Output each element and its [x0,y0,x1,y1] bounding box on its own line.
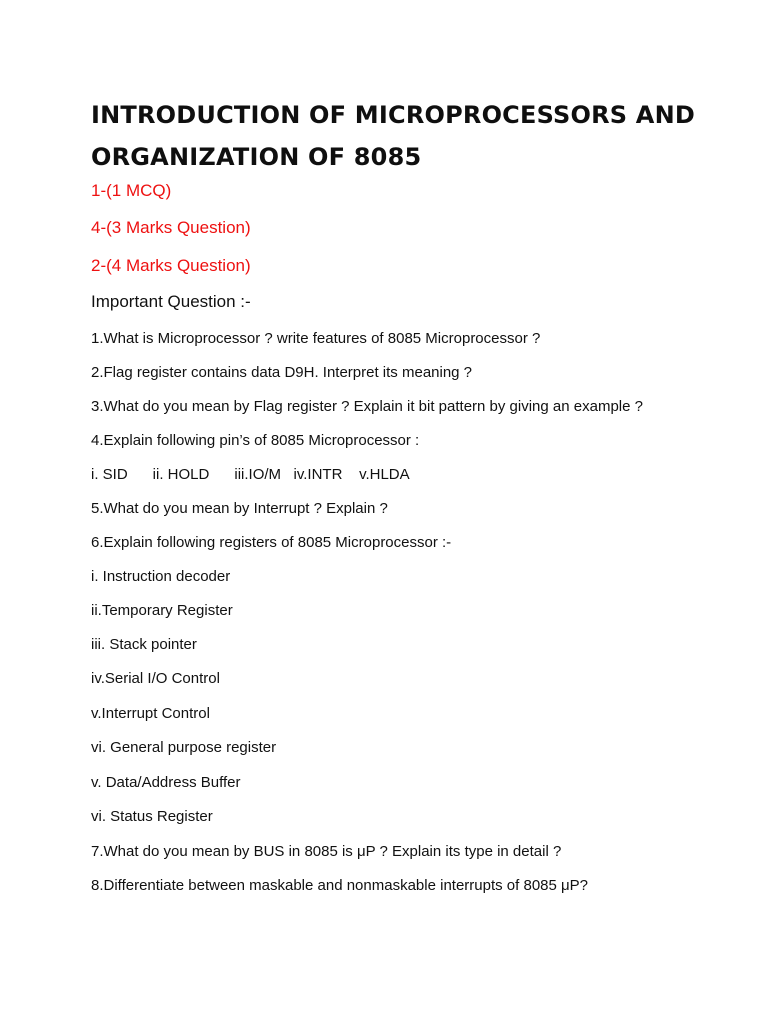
question-8: 8.Differentiate between maskable and nonmaskable interrupts of 8085 μP? [91,877,589,894]
register-item: iv.Serial I/O Control [91,670,220,687]
question-6: 6.Explain following registers of 8085 Microprocessor :- [91,534,452,551]
question-4-pins: i. SID ii. HOLD iii.IO/M iv.INTR v.HLDA [91,466,410,483]
register-item: iii. Stack pointer [91,636,197,653]
marks-line-3-marks: 4-(3 Marks Question) [91,218,251,237]
question-7: 7.What do you mean by BUS in 8085 is μP ? Explain its type in detail ? [91,843,562,860]
question-5: 5.What do you mean by Interrupt ? Explain ? [91,500,388,517]
register-item: vi. Status Register [91,808,213,825]
question-3: 3.What do you mean by Flag register ? Explain it bit pattern by giving an example ? [91,398,643,415]
important-question-heading: Important Question :- [91,292,251,311]
document-title: INTRODUCTION OF MICROPROCESSORS AND ORGANIZATION OF 8085 [91,101,695,171]
marks-line-4-marks: 2-(4 Marks Question) [91,256,251,275]
register-item: vi. General purpose register [91,739,277,756]
marks-line-mcq: 1-(1 MCQ) [91,181,172,200]
question-4: 4.Explain following pin’s of 8085 Microprocessor : [91,432,420,449]
register-item: v. Data/Address Buffer [91,774,241,791]
register-item: i. Instruction decoder [91,568,231,585]
register-item: ii.Temporary Register [91,602,233,619]
register-item: v.Interrupt Control [91,705,210,722]
question-2: 2.Flag register contains data D9H. Interpret its meaning ? [91,364,473,381]
question-1: 1.What is Microprocessor ? write features of 8085 Microprocessor ? [91,330,541,347]
